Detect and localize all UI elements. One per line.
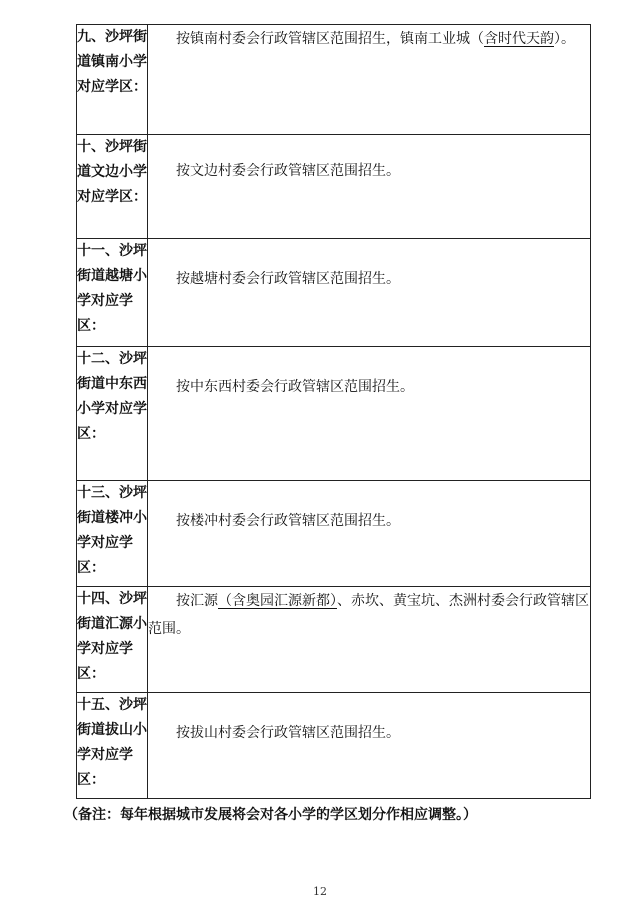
label-cell: [77, 25, 148, 135]
description-text: 、赤坎、黄宝坑、杰洲村委会行政管辖区范围。: [148, 593, 589, 637]
label-cell: [77, 693, 148, 799]
description-text: ）。: [554, 31, 575, 47]
underlined-text: （含奥园汇源新都）: [218, 593, 337, 609]
zone-description-zhongdongxi: 按中东西村委会行政管辖区范围招生。: [176, 379, 414, 395]
footnote: （备注：每年根据城市发展将会对各小学的学区划分作相应调整。）: [64, 807, 477, 823]
zone-label-zhennan: 九、沙坪街道镇南小学对应学区：: [77, 29, 147, 95]
zone-description-wenbian: 按文边村委会行政管辖区范围招生。: [176, 163, 400, 179]
description-cell: [148, 693, 591, 799]
table-row: [77, 239, 591, 347]
label-cell: [77, 135, 148, 239]
zone-description-zhennan: [148, 25, 590, 53]
underlined-text: 含时代天韵: [484, 31, 554, 47]
description-cell: [148, 347, 591, 481]
label-cell: [77, 481, 148, 587]
label-cell: [77, 347, 148, 481]
description-cell: [148, 25, 591, 135]
label-cell: [77, 239, 148, 347]
description-cell: [148, 239, 591, 347]
description-text: 按镇南村委会行政管辖区范围招生，镇南工业城（: [176, 31, 484, 47]
page-number: 12: [313, 885, 327, 898]
zone-label-yuetang: 十一、沙坪街道越塘小学对应学区：: [77, 243, 147, 334]
table-row: [77, 481, 591, 587]
table-row: [77, 347, 591, 481]
zone-description-yuetang: 按越塘村委会行政管辖区范围招生。: [176, 271, 400, 287]
zone-label-wenbian: 十、沙坪街道文边小学对应学区：: [77, 139, 147, 205]
table-row: [77, 587, 591, 693]
description-text: 按汇源: [176, 593, 218, 609]
table-row: [77, 135, 591, 239]
table-row: [77, 693, 591, 799]
description-cell: [148, 481, 591, 587]
zone-description-bashan: 按拔山村委会行政管辖区范围招生。: [176, 725, 400, 741]
description-cell: [148, 135, 591, 239]
label-cell: [77, 587, 148, 693]
zone-label-louchong: 十三、沙坪街道楼冲小学对应学区：: [77, 485, 147, 576]
school-zone-table: [76, 24, 591, 799]
zone-label-huiyuan: 十四、沙坪街道汇源小学对应学区：: [77, 591, 147, 682]
zone-label-zhongdongxi: 十二、沙坪街道中东西小学对应学区：: [77, 351, 147, 442]
table-row: [77, 25, 591, 135]
zone-label-bashan: 十五、沙坪街道拔山小学对应学区：: [77, 697, 147, 788]
description-cell: [148, 587, 591, 693]
zone-description-huiyuan: [148, 587, 590, 643]
zone-description-louchong: 按楼冲村委会行政管辖区范围招生。: [176, 513, 400, 529]
